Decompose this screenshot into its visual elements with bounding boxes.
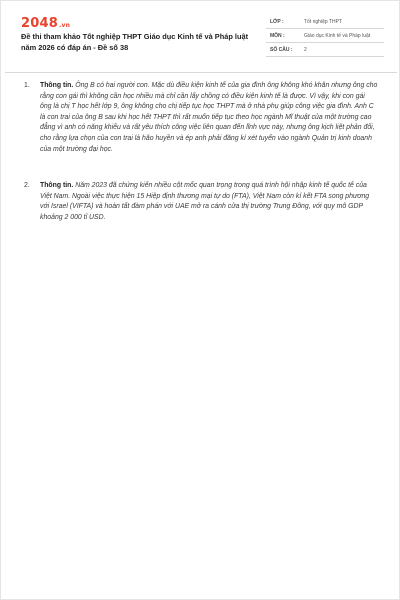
meta-key-subject: MÔN :	[266, 29, 300, 43]
question-body	[40, 81, 378, 155]
exam-meta-table	[266, 15, 384, 57]
meta-value-subject: Giáo dục Kinh tế và Pháp luật	[300, 29, 384, 43]
question-label: Thông tin.	[40, 82, 76, 89]
meta-row-class	[266, 15, 384, 29]
meta-key-question-count: SỐ CÂU :	[266, 43, 300, 57]
header-divider	[5, 72, 397, 73]
meta-key-class: LỚP :	[266, 15, 300, 29]
question-text: Năm 2023 đã chứng kiến nhiều cột mốc quan trọng trong quá trình hội nhập kinh tế quốc tế của Việt Nam. Ngoài việc thực hiện 15 Hiệp định thương mại tự do (FTA), Việt Nam còn kí kết FTA song phương với Israel (VIFTA) và hoàn tất đàm phán với UAE mở ra cánh cửa thị trường Trung Đông, với quy mô GDP khoảng 2 000 tỉ USD.	[40, 182, 370, 221]
logo-suffix: .vn	[58, 22, 71, 29]
meta-row-question-count	[266, 43, 384, 57]
site-logo[interactable]	[21, 16, 70, 31]
exam-title: Đề thi tham khảo Tốt nghiệp THPT Giáo dục Kinh tế và Pháp luật năm 2026 có đáp án - Đề số 38	[21, 32, 249, 52]
meta-value-class: Tốt nghiệp THPT	[300, 15, 384, 29]
question-text: Ông B có hai người con. Mặc dù điều kiện kinh tế của gia đình ông không khó khăn nhưng ông cho rằng con gái thì không cần học nhiều mà chỉ cần lấy chồng có điều kiện kinh tế là được. Vì vậy, khi con gái ông là chị T học hết lớp 9, ông không cho chị tiếp tục học THPT mà ở nhà phụ giúp công việc gia đình. Anh C là con trai của ông B sau khi học hết THPT thì rất muốn tiếp tục theo học ngành Mĩ thuật của một trường cao đẳng vì anh có năng khiếu và rất yêu thích công việc liên quan đến lĩnh vực này, nhưng ông kịch liệt phản đối, cho rằng lựa chọn của con trai là hão huyền và ép anh phải đăng kí xét tuyển vào ngành Quản trị kinh doanh của một trường đại học.	[40, 82, 378, 153]
question-number: 1.	[24, 82, 30, 89]
meta-value-question-count: 2	[300, 43, 384, 57]
meta-row-subject	[266, 29, 384, 43]
question-body	[40, 181, 378, 223]
document-header	[19, 13, 385, 69]
logo-number: 2048	[21, 16, 58, 31]
question-number: 2.	[24, 182, 30, 189]
question-label: Thông tin.	[40, 182, 76, 189]
